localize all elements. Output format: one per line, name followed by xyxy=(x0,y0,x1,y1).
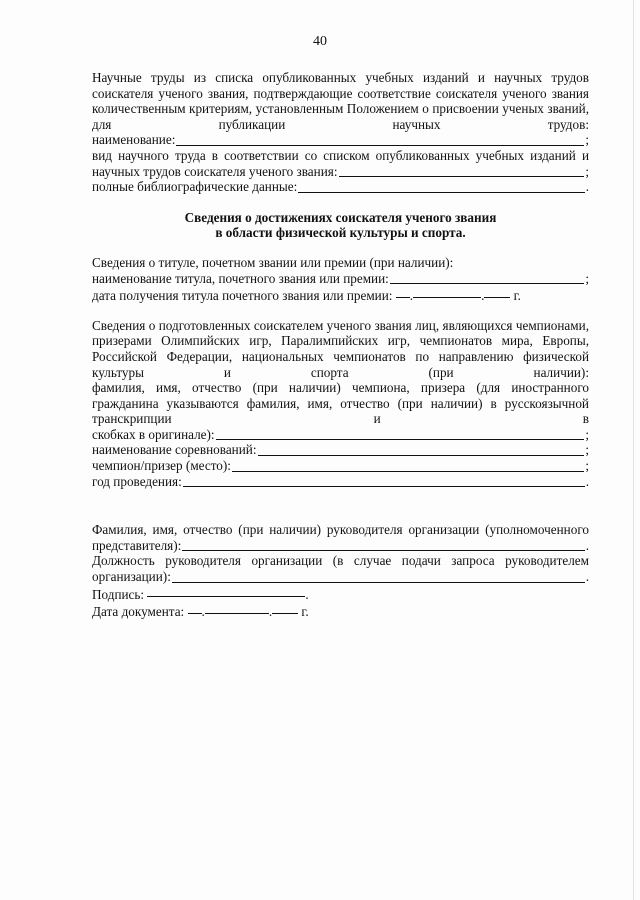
signatory-fio-label: представителя): xyxy=(92,537,182,553)
form-content xyxy=(92,70,589,620)
works-kind-line1: вид научного труда в соответствии со списком опубликованных учебных изданий и xyxy=(92,147,589,163)
champions-fio-row xyxy=(92,427,589,443)
title-name-row xyxy=(92,271,589,287)
signatory-position-text: Должность руководителя организации (в случае подачи запроса руководителем xyxy=(92,553,589,569)
document-date-suffix: г. xyxy=(301,604,309,620)
champions-competition-field[interactable] xyxy=(258,444,585,456)
champions-place-label: чемпион/призер (место): xyxy=(92,458,231,474)
signatory-position-row xyxy=(92,569,589,585)
signatory-fio-row xyxy=(92,538,589,554)
signatory-fio-end: . xyxy=(585,537,589,553)
champions-year-label: год проведения: xyxy=(92,473,182,489)
signatory-position-label: организации): xyxy=(92,569,171,585)
title-date-month[interactable] xyxy=(413,286,481,298)
document-date-month[interactable] xyxy=(205,602,269,614)
section-heading-line1: Сведения о достижениях соискателя ученого звания xyxy=(184,209,497,225)
champions-place-row xyxy=(92,458,589,474)
title-date-day[interactable] xyxy=(396,286,410,298)
title-date-suffix: г. xyxy=(513,288,521,304)
champions-place-end: ; xyxy=(585,458,589,474)
champions-competition-label: наименование соревнований: xyxy=(92,442,257,458)
champions-year-field[interactable] xyxy=(183,475,585,487)
works-biblio-end: . xyxy=(585,179,589,195)
title-name-field[interactable] xyxy=(390,272,584,284)
works-biblio-label: полные библиографические данные: xyxy=(92,179,298,195)
document-date-day[interactable] xyxy=(188,602,202,614)
section-heading-line2: в области физической культуры и спорта. xyxy=(215,225,466,241)
champions-fio-text: фамилия, имя, отчество (при наличии) чемпиона, призера (для иностранного гражданина указываются фамилия, имя, отчество (при наличии) в русскоязычной транскрипции и в xyxy=(92,380,589,427)
works-kind-end: ; xyxy=(585,163,589,179)
champions-place-field[interactable] xyxy=(232,460,584,472)
date-sep: . xyxy=(201,604,205,620)
document-date-label: Дата документа: xyxy=(92,604,185,620)
works-biblio-field[interactable] xyxy=(298,181,584,193)
champions-fio-label: скобках в оригинале): xyxy=(92,426,215,442)
date-sep: . xyxy=(268,604,273,620)
works-kind-field[interactable] xyxy=(339,165,585,177)
champions-competition-end: ; xyxy=(585,442,589,458)
date-sep: . xyxy=(409,288,414,304)
document-date-year[interactable] xyxy=(272,602,298,614)
works-name-label: наименование: xyxy=(92,132,176,148)
works-biblio-row xyxy=(92,179,589,195)
title-date-label: дата получения титула почетного звания или премии: xyxy=(92,288,393,304)
works-kind-label: научных трудов соискателя ученого звания: xyxy=(92,163,338,179)
signatory-position-end: . xyxy=(585,569,589,585)
title-name-label: наименование титула, почетного звания или премии: xyxy=(92,270,389,286)
title-intro: Сведения о титуле, почетном звании или премии (при наличии): xyxy=(92,254,454,270)
date-sep: . xyxy=(481,288,485,304)
champions-competition-row xyxy=(92,442,589,458)
works-intro: Научные труды из списка опубликованных учебных изданий и научных трудов соискателя ученого звания, подтверждающие соответствие соискателя ученого звания количественным критериям, установленным Положением о присвоении ученых званий, для публикации научных трудов: xyxy=(92,70,589,132)
title-date-row xyxy=(92,286,589,304)
champions-fio-field[interactable] xyxy=(216,428,585,440)
champions-year-row xyxy=(92,474,589,490)
title-date-year[interactable] xyxy=(484,286,510,298)
signatory-fio-text: Фамилия, имя, отчество (при наличии) руководителя организации (уполномоченного xyxy=(92,522,589,538)
signatory-position-field[interactable] xyxy=(172,571,585,583)
signature-field[interactable] xyxy=(147,585,305,597)
works-name-field[interactable] xyxy=(176,134,584,146)
champions-intro: Сведения о подготовленных соискателем ученого звания лиц, являющихся чемпионами, призерами Олимпийских игр, Паралимпийских игр, чемпионатов мира, Европы, Российской Федерации, национальных чемпионатов по направлению физической культуры и спорта (при наличии): xyxy=(92,317,589,380)
page-number: 40 xyxy=(313,34,327,49)
signature-label: Подпись: xyxy=(92,586,145,602)
works-name-end: ; xyxy=(585,132,589,148)
works-kind-row xyxy=(92,164,589,180)
champions-fio-end: ; xyxy=(585,426,589,442)
document-date-row xyxy=(92,602,589,620)
champions-year-end: . xyxy=(585,473,589,489)
title-name-end: ; xyxy=(585,270,589,286)
signatory-fio-field[interactable] xyxy=(182,539,584,551)
signature-row xyxy=(92,585,589,603)
signature-end: . xyxy=(305,586,309,602)
page-edge xyxy=(633,0,634,900)
works-name-row xyxy=(92,132,589,148)
